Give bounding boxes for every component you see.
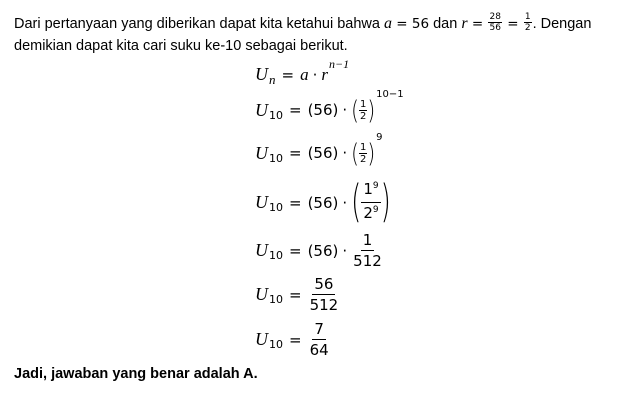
equation-step-1 [255,88,404,126]
equation-step-4 [255,231,384,270]
subscript: 10 [269,249,283,262]
fraction-numerator: 56 [314,275,334,293]
dot-operator: · [342,144,348,162]
right-paren: ) [380,177,391,228]
subscript: 10 [269,201,283,214]
intro-text-end: . Dengan demikian dapat kita cari suku ke-10 sebagai berikut. [14,16,592,54]
dot-operator: · [312,65,318,84]
subscript: 10 [269,108,283,122]
right-paren: ) [367,94,376,126]
u-symbol: U [255,329,268,349]
var-r: r [321,64,328,84]
subscript: 10 [269,338,283,351]
intro-text-dan: dan [429,16,462,32]
exponent: n−1 [328,57,350,71]
denominator-exponent: 9 [372,205,379,215]
u-symbol: U [255,99,268,120]
fraction-denominator [361,203,380,225]
fraction [359,142,367,165]
intro-text: Dari pertanyaan yang diberikan dapat kita ketahui bahwa [14,16,384,32]
left-paren: ( [351,94,359,126]
fraction [359,99,367,122]
fraction-denominator: 2 [359,110,367,122]
u-symbol: U [255,240,268,260]
exponent: 9 [376,131,383,143]
coefficient: (56) [307,241,339,260]
fraction-numerator [361,180,380,203]
u-symbol: U [255,284,268,304]
fraction-numerator: 1 [359,141,367,153]
dot-operator: · [342,193,348,212]
fraction-numerator: 28 [489,11,501,22]
equals-sign: = [502,16,523,32]
fraction [351,231,384,270]
fraction-numerator: 1 [362,231,373,249]
var-a: a [384,15,392,32]
fraction-numerator: 1 [524,11,531,22]
exponent: 10−1 [376,88,404,100]
subscript: 10 [269,151,283,165]
fraction-denominator: 2 [359,153,367,165]
left-paren: ( [351,137,359,169]
subscript: n [269,71,276,87]
u-symbol: U [255,64,268,84]
intro-paragraph [14,13,614,57]
equation-step-2 [255,131,383,169]
numerator-base: 1 [363,180,373,198]
var-r: r [461,15,468,32]
fraction-denominator: 56 [489,22,501,33]
equation-step-5 [255,275,340,314]
equals-sign: = [289,144,302,162]
equals-sign: = [289,330,302,349]
fraction [308,275,341,314]
subscript: 10 [269,293,283,306]
fraction [361,180,380,225]
fraction-numerator: 7 [314,320,324,338]
denominator-base: 2 [363,204,373,222]
coefficient: (56) [307,193,339,212]
equation-result [255,320,331,359]
fraction-denominator: 2 [524,22,531,33]
a-value: = 56 [392,16,430,32]
equals-sign: = [289,193,302,212]
ratio-fraction [488,12,501,33]
conclusion-text: Jadi, jawaban yang benar adalah A. [14,366,258,382]
u-symbol: U [255,192,268,212]
equation-general-formula [255,57,350,87]
dot-operator: · [342,241,348,260]
equals-sign: = [289,285,302,304]
u-symbol: U [255,142,268,163]
ratio-simplified-fraction [524,12,532,33]
var-a: a [300,64,309,84]
left-paren: ( [351,177,362,228]
dot-operator: · [342,101,348,119]
right-paren: ) [367,137,376,169]
fraction-numerator: 1 [359,98,367,110]
numerator-exponent: 9 [372,181,379,191]
equals-sign: = [289,101,302,119]
fraction [308,320,331,359]
fraction-denominator: 64 [309,341,329,359]
equals-sign: = [281,65,295,84]
equals-sign: = [467,16,488,32]
coefficient: (56) [307,144,339,162]
equation-step-3 [255,177,391,228]
coefficient: (56) [307,101,339,119]
equals-sign: = [289,241,302,260]
fraction-denominator: 512 [309,296,339,314]
fraction-denominator: 512 [353,252,382,270]
